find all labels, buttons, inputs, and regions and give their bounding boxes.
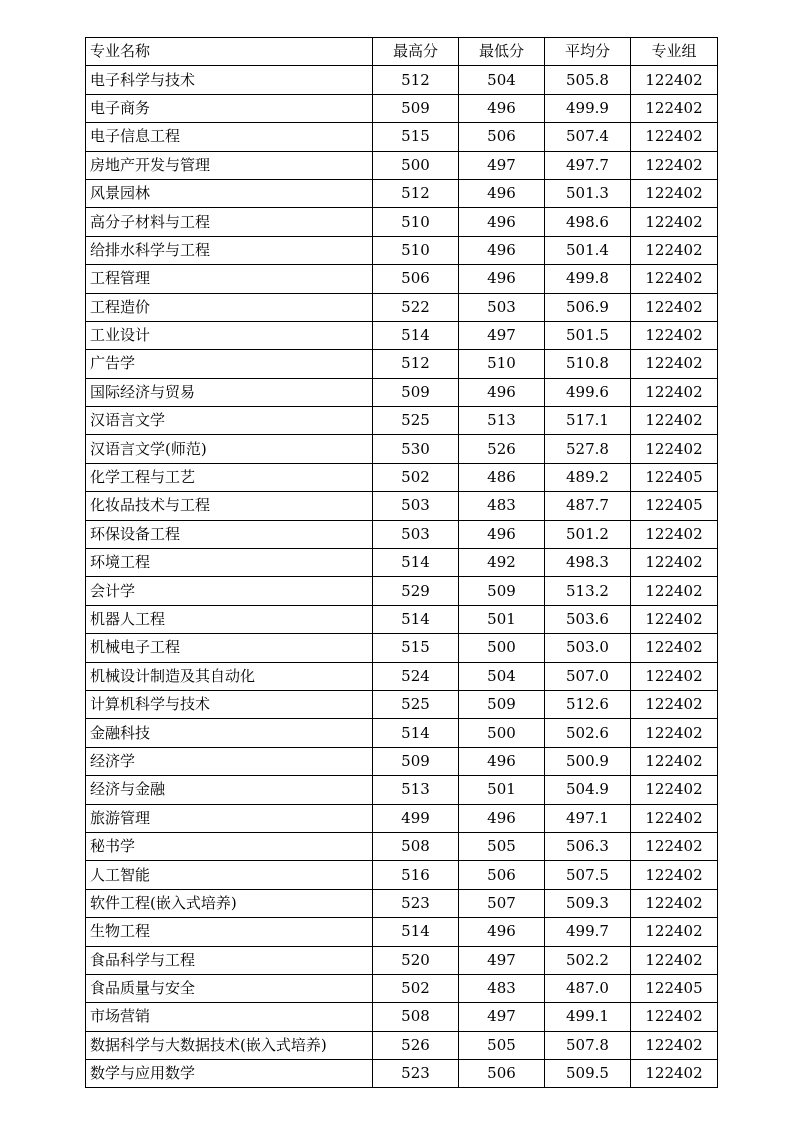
cell-major-name: 环保设备工程 xyxy=(86,520,373,548)
cell-major-group: 122402 xyxy=(631,747,718,775)
cell-major-group: 122402 xyxy=(631,918,718,946)
cell-max-score: 520 xyxy=(373,946,459,974)
cell-avg-score: 499.1 xyxy=(545,1003,631,1031)
cell-major-name: 旅游管理 xyxy=(86,804,373,832)
table-row xyxy=(86,634,718,662)
cell-major-group: 122402 xyxy=(631,293,718,321)
cell-major-name: 生物工程 xyxy=(86,918,373,946)
cell-min-score: 505 xyxy=(459,1031,545,1059)
cell-max-score: 526 xyxy=(373,1031,459,1059)
cell-major-name: 广告学 xyxy=(86,350,373,378)
cell-avg-score: 506.9 xyxy=(545,293,631,321)
cell-major-name: 食品质量与安全 xyxy=(86,974,373,1002)
cell-min-score: 509 xyxy=(459,577,545,605)
cell-max-score: 508 xyxy=(373,1003,459,1031)
cell-min-score: 496 xyxy=(459,179,545,207)
cell-major-group: 122402 xyxy=(631,151,718,179)
header-avg-score: 平均分 xyxy=(545,38,631,66)
cell-max-score: 522 xyxy=(373,293,459,321)
cell-major-group: 122405 xyxy=(631,974,718,1002)
cell-major-name: 工业设计 xyxy=(86,321,373,349)
cell-major-name: 电子信息工程 xyxy=(86,123,373,151)
cell-major-group: 122402 xyxy=(631,378,718,406)
cell-max-score: 515 xyxy=(373,634,459,662)
cell-avg-score: 487.0 xyxy=(545,974,631,1002)
cell-avg-score: 507.0 xyxy=(545,662,631,690)
cell-avg-score: 509.5 xyxy=(545,1060,631,1088)
cell-avg-score: 527.8 xyxy=(545,435,631,463)
cell-major-name: 环境工程 xyxy=(86,549,373,577)
cell-max-score: 513 xyxy=(373,776,459,804)
table-row xyxy=(86,549,718,577)
table-row xyxy=(86,662,718,690)
cell-major-group: 122402 xyxy=(631,66,718,94)
cell-major-name: 化学工程与工艺 xyxy=(86,463,373,491)
cell-min-score: 492 xyxy=(459,549,545,577)
table-row xyxy=(86,946,718,974)
table-row xyxy=(86,463,718,491)
cell-major-group: 122402 xyxy=(631,1031,718,1059)
cell-major-name: 化妆品技术与工程 xyxy=(86,492,373,520)
table-row xyxy=(86,435,718,463)
table-row xyxy=(86,1003,718,1031)
cell-max-score: 529 xyxy=(373,577,459,605)
cell-major-name: 会计学 xyxy=(86,577,373,605)
cell-avg-score: 517.1 xyxy=(545,407,631,435)
cell-max-score: 514 xyxy=(373,321,459,349)
table-row xyxy=(86,832,718,860)
cell-min-score: 504 xyxy=(459,66,545,94)
cell-min-score: 496 xyxy=(459,94,545,122)
table-row xyxy=(86,236,718,264)
table-row xyxy=(86,208,718,236)
cell-max-score: 514 xyxy=(373,918,459,946)
cell-max-score: 506 xyxy=(373,265,459,293)
cell-major-group: 122402 xyxy=(631,776,718,804)
cell-max-score: 509 xyxy=(373,747,459,775)
cell-avg-score: 502.2 xyxy=(545,946,631,974)
cell-min-score: 506 xyxy=(459,861,545,889)
cell-avg-score: 499.8 xyxy=(545,265,631,293)
table-row xyxy=(86,776,718,804)
cell-avg-score: 507.8 xyxy=(545,1031,631,1059)
cell-max-score: 509 xyxy=(373,94,459,122)
cell-major-name: 电子商务 xyxy=(86,94,373,122)
cell-max-score: 508 xyxy=(373,832,459,860)
table-row xyxy=(86,719,718,747)
table-row xyxy=(86,151,718,179)
cell-avg-score: 497.7 xyxy=(545,151,631,179)
table-row xyxy=(86,293,718,321)
cell-major-name: 给排水科学与工程 xyxy=(86,236,373,264)
table-row xyxy=(86,1060,718,1088)
cell-avg-score: 506.3 xyxy=(545,832,631,860)
cell-min-score: 496 xyxy=(459,378,545,406)
cell-min-score: 506 xyxy=(459,123,545,151)
cell-major-name: 机械电子工程 xyxy=(86,634,373,662)
cell-min-score: 496 xyxy=(459,265,545,293)
header-major-name: 专业名称 xyxy=(86,38,373,66)
cell-max-score: 500 xyxy=(373,151,459,179)
cell-max-score: 525 xyxy=(373,690,459,718)
table-row xyxy=(86,179,718,207)
header-major-group: 专业组 xyxy=(631,38,718,66)
cell-major-name: 市场营销 xyxy=(86,1003,373,1031)
cell-max-score: 512 xyxy=(373,179,459,207)
table-row xyxy=(86,804,718,832)
cell-max-score: 512 xyxy=(373,350,459,378)
cell-avg-score: 487.7 xyxy=(545,492,631,520)
cell-max-score: 502 xyxy=(373,463,459,491)
cell-major-group: 122402 xyxy=(631,435,718,463)
cell-major-name: 数据科学与大数据技术(嵌入式培养) xyxy=(86,1031,373,1059)
cell-major-group: 122402 xyxy=(631,946,718,974)
table-row xyxy=(86,520,718,548)
cell-avg-score: 513.2 xyxy=(545,577,631,605)
cell-major-name: 汉语言文学(师范) xyxy=(86,435,373,463)
cell-min-score: 513 xyxy=(459,407,545,435)
table-row xyxy=(86,747,718,775)
cell-major-group: 122402 xyxy=(631,236,718,264)
cell-avg-score: 497.1 xyxy=(545,804,631,832)
cell-min-score: 507 xyxy=(459,889,545,917)
table-row xyxy=(86,407,718,435)
cell-min-score: 503 xyxy=(459,293,545,321)
table-row xyxy=(86,1031,718,1059)
cell-avg-score: 503.0 xyxy=(545,634,631,662)
cell-major-group: 122402 xyxy=(631,321,718,349)
cell-min-score: 497 xyxy=(459,151,545,179)
cell-max-score: 509 xyxy=(373,378,459,406)
header-min-score: 最低分 xyxy=(459,38,545,66)
cell-major-group: 122405 xyxy=(631,492,718,520)
cell-min-score: 500 xyxy=(459,719,545,747)
header-row xyxy=(86,38,718,66)
cell-major-group: 122402 xyxy=(631,719,718,747)
cell-max-score: 503 xyxy=(373,520,459,548)
table-body xyxy=(86,66,718,1088)
cell-avg-score: 498.6 xyxy=(545,208,631,236)
cell-major-name: 国际经济与贸易 xyxy=(86,378,373,406)
cell-max-score: 516 xyxy=(373,861,459,889)
cell-min-score: 496 xyxy=(459,747,545,775)
cell-major-group: 122402 xyxy=(631,577,718,605)
cell-avg-score: 501.4 xyxy=(545,236,631,264)
cell-min-score: 526 xyxy=(459,435,545,463)
cell-major-name: 电子科学与技术 xyxy=(86,66,373,94)
cell-min-score: 497 xyxy=(459,946,545,974)
cell-max-score: 515 xyxy=(373,123,459,151)
table-row xyxy=(86,974,718,1002)
cell-max-score: 510 xyxy=(373,208,459,236)
cell-max-score: 514 xyxy=(373,719,459,747)
cell-major-name: 金融科技 xyxy=(86,719,373,747)
cell-avg-score: 502.6 xyxy=(545,719,631,747)
cell-min-score: 497 xyxy=(459,1003,545,1031)
cell-min-score: 486 xyxy=(459,463,545,491)
cell-avg-score: 489.2 xyxy=(545,463,631,491)
cell-avg-score: 509.3 xyxy=(545,889,631,917)
table-row xyxy=(86,66,718,94)
cell-max-score: 525 xyxy=(373,407,459,435)
cell-min-score: 501 xyxy=(459,605,545,633)
cell-max-score: 514 xyxy=(373,605,459,633)
cell-min-score: 506 xyxy=(459,1060,545,1088)
cell-avg-score: 499.7 xyxy=(545,918,631,946)
cell-major-name: 汉语言文学 xyxy=(86,407,373,435)
cell-major-name: 工程造价 xyxy=(86,293,373,321)
cell-max-score: 523 xyxy=(373,889,459,917)
cell-min-score: 500 xyxy=(459,634,545,662)
cell-major-group: 122402 xyxy=(631,350,718,378)
cell-major-group: 122402 xyxy=(631,861,718,889)
table-row xyxy=(86,918,718,946)
cell-min-score: 483 xyxy=(459,492,545,520)
cell-avg-score: 505.8 xyxy=(545,66,631,94)
cell-major-group: 122402 xyxy=(631,889,718,917)
cell-max-score: 510 xyxy=(373,236,459,264)
cell-avg-score: 499.9 xyxy=(545,94,631,122)
cell-major-name: 计算机科学与技术 xyxy=(86,690,373,718)
cell-major-group: 122402 xyxy=(631,265,718,293)
cell-major-name: 机械设计制造及其自动化 xyxy=(86,662,373,690)
table-row xyxy=(86,265,718,293)
cell-major-name: 软件工程(嵌入式培养) xyxy=(86,889,373,917)
cell-max-score: 523 xyxy=(373,1060,459,1088)
cell-major-group: 122402 xyxy=(631,662,718,690)
cell-major-name: 人工智能 xyxy=(86,861,373,889)
cell-min-score: 496 xyxy=(459,236,545,264)
cell-major-name: 经济与金融 xyxy=(86,776,373,804)
cell-avg-score: 500.9 xyxy=(545,747,631,775)
table-row xyxy=(86,690,718,718)
cell-min-score: 483 xyxy=(459,974,545,1002)
cell-major-name: 房地产开发与管理 xyxy=(86,151,373,179)
header-max-score: 最高分 xyxy=(373,38,459,66)
cell-min-score: 510 xyxy=(459,350,545,378)
cell-avg-score: 501.5 xyxy=(545,321,631,349)
cell-min-score: 496 xyxy=(459,918,545,946)
cell-major-group: 122402 xyxy=(631,520,718,548)
cell-max-score: 514 xyxy=(373,549,459,577)
cell-major-group: 122402 xyxy=(631,123,718,151)
table-row xyxy=(86,350,718,378)
cell-major-group: 122405 xyxy=(631,463,718,491)
cell-max-score: 512 xyxy=(373,66,459,94)
cell-major-name: 高分子材料与工程 xyxy=(86,208,373,236)
cell-min-score: 496 xyxy=(459,208,545,236)
cell-avg-score: 498.3 xyxy=(545,549,631,577)
cell-avg-score: 504.9 xyxy=(545,776,631,804)
cell-avg-score: 510.8 xyxy=(545,350,631,378)
cell-max-score: 502 xyxy=(373,974,459,1002)
cell-major-name: 经济学 xyxy=(86,747,373,775)
cell-min-score: 505 xyxy=(459,832,545,860)
cell-avg-score: 501.3 xyxy=(545,179,631,207)
cell-avg-score: 499.6 xyxy=(545,378,631,406)
table-row xyxy=(86,889,718,917)
cell-major-name: 机器人工程 xyxy=(86,605,373,633)
cell-avg-score: 507.4 xyxy=(545,123,631,151)
table-row xyxy=(86,861,718,889)
cell-min-score: 496 xyxy=(459,520,545,548)
cell-major-group: 122402 xyxy=(631,1060,718,1088)
cell-major-group: 122402 xyxy=(631,208,718,236)
cell-major-name: 数学与应用数学 xyxy=(86,1060,373,1088)
cell-major-group: 122402 xyxy=(631,605,718,633)
cell-major-group: 122402 xyxy=(631,634,718,662)
cell-major-group: 122402 xyxy=(631,804,718,832)
table-row xyxy=(86,577,718,605)
table-row xyxy=(86,378,718,406)
table-row xyxy=(86,321,718,349)
cell-major-group: 122402 xyxy=(631,407,718,435)
cell-min-score: 509 xyxy=(459,690,545,718)
cell-min-score: 497 xyxy=(459,321,545,349)
cell-major-name: 秘书学 xyxy=(86,832,373,860)
cell-max-score: 530 xyxy=(373,435,459,463)
admission-scores-table xyxy=(85,37,718,1088)
cell-min-score: 501 xyxy=(459,776,545,804)
cell-major-name: 工程管理 xyxy=(86,265,373,293)
cell-min-score: 504 xyxy=(459,662,545,690)
cell-avg-score: 512.6 xyxy=(545,690,631,718)
table-row xyxy=(86,492,718,520)
cell-major-group: 122402 xyxy=(631,1003,718,1031)
cell-major-group: 122402 xyxy=(631,690,718,718)
cell-major-group: 122402 xyxy=(631,179,718,207)
cell-avg-score: 501.2 xyxy=(545,520,631,548)
cell-avg-score: 507.5 xyxy=(545,861,631,889)
table-row xyxy=(86,94,718,122)
table-row xyxy=(86,605,718,633)
cell-major-name: 食品科学与工程 xyxy=(86,946,373,974)
cell-max-score: 524 xyxy=(373,662,459,690)
cell-major-group: 122402 xyxy=(631,832,718,860)
cell-major-name: 风景园林 xyxy=(86,179,373,207)
table-row xyxy=(86,123,718,151)
cell-avg-score: 503.6 xyxy=(545,605,631,633)
cell-major-group: 122402 xyxy=(631,549,718,577)
cell-major-group: 122402 xyxy=(631,94,718,122)
cell-max-score: 499 xyxy=(373,804,459,832)
cell-max-score: 503 xyxy=(373,492,459,520)
cell-min-score: 496 xyxy=(459,804,545,832)
